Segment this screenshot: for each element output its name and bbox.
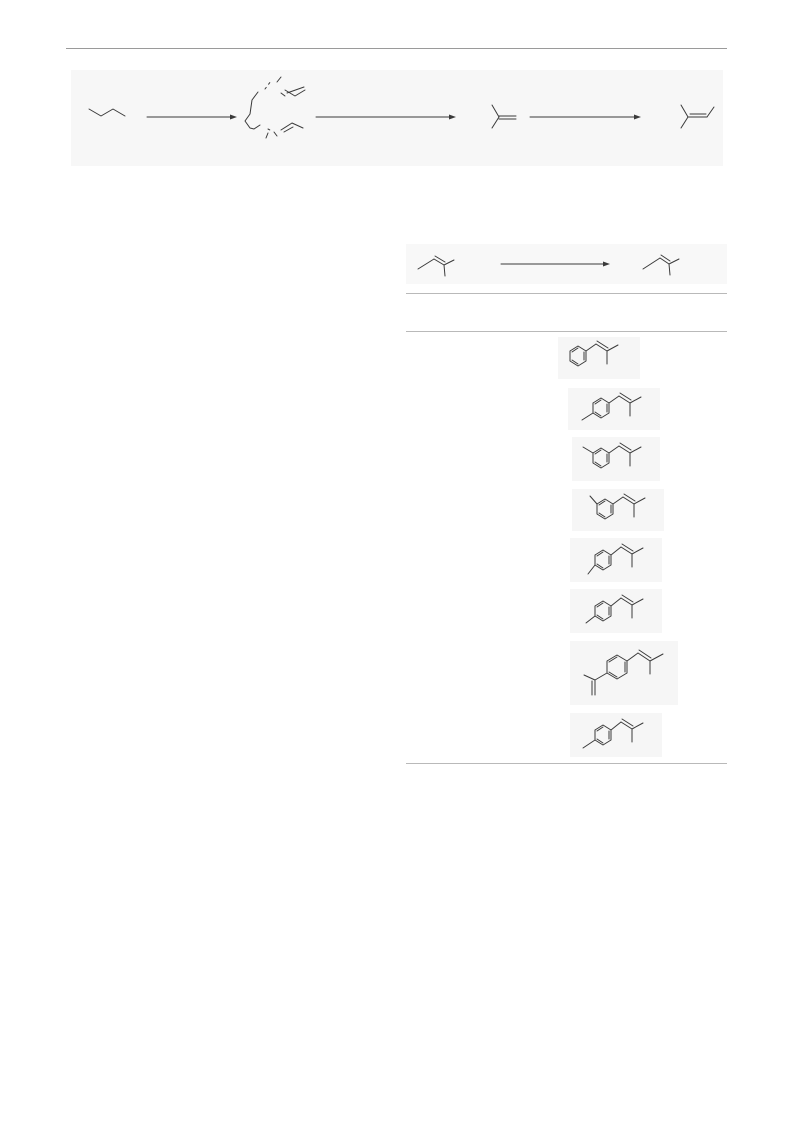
- table-row: [572, 437, 660, 481]
- reaction-scheme: [71, 70, 723, 166]
- substrate-structure-7: [570, 641, 678, 705]
- reaction-arrow-3-head: [634, 115, 641, 120]
- substrate-structure-3: [572, 437, 660, 481]
- isobutene-structure: [492, 105, 516, 128]
- substrate-structure-1: [558, 337, 640, 379]
- reaction-arrow-1-head: [230, 115, 237, 120]
- substrate-structure-4: [572, 489, 664, 531]
- product-alkene-structure: [681, 105, 714, 128]
- substrate-structure-5: [570, 538, 662, 582]
- table-row: [570, 713, 662, 757]
- table-reaction-drawing: [406, 244, 727, 284]
- intermediate-structure: [245, 77, 305, 138]
- table-row: [558, 337, 640, 379]
- starting-material-structure: [89, 109, 125, 116]
- table-row: [572, 489, 664, 531]
- substrate-structure-2: [568, 388, 660, 430]
- table-row: [570, 538, 662, 582]
- table-reaction-arrow-head: [603, 262, 610, 267]
- table-header-reaction: [406, 244, 727, 284]
- table-product-structure: [643, 255, 679, 275]
- table-rule-header: [406, 331, 727, 332]
- substrate-structure-8: [570, 713, 662, 757]
- table-row: [568, 388, 660, 430]
- reaction-arrow-2-head: [449, 115, 456, 120]
- table-substrate-structure: [418, 256, 454, 276]
- page-header-rule: [66, 48, 727, 49]
- substrate-structure-6: [570, 589, 662, 633]
- reaction-scheme-drawing: [71, 70, 723, 166]
- table-rule-top: [406, 293, 727, 294]
- table-row: [570, 641, 678, 705]
- table-rule-bottom: [406, 763, 727, 764]
- table-row: [570, 589, 662, 633]
